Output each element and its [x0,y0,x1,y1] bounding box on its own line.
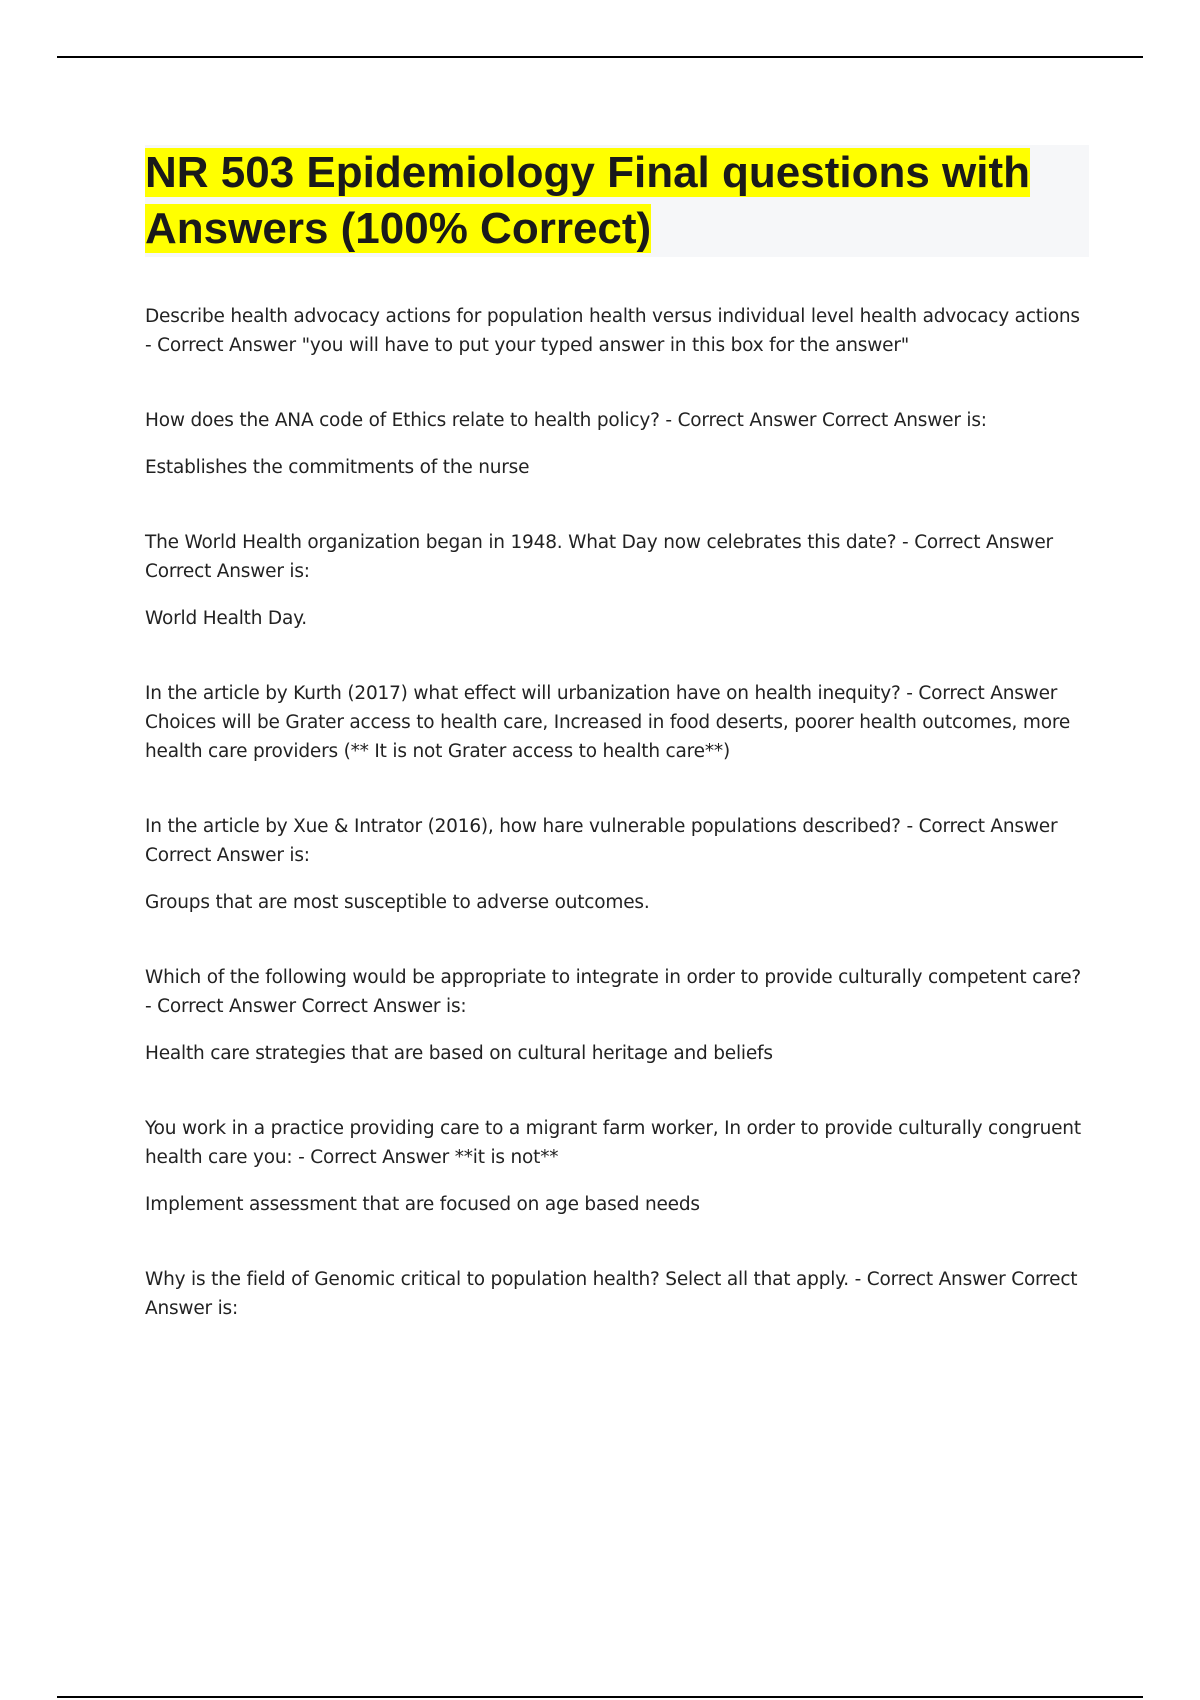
answer-text: Establishes the commitments of the nurse [145,457,530,478]
title-block [145,145,1089,257]
qa-item [145,528,1085,633]
answer-text: Health care strategies that are based on cultural heritage and beliefs [145,1043,773,1064]
question-text: The World Health organization began in 1948. What Day now celebrates this date? - Correct Answer Correct Answer is: [145,532,1053,582]
qa-list [145,302,1085,1369]
title-highlight: NR 503 Epidemiology Final questions with Answers (100% Correct) [145,148,1031,253]
qa-item [145,1265,1085,1323]
question-text: Describe health advocacy actions for population health versus individual level health advocacy actions - Correct Answer "you will have to put your typed answer in this box for the answer" [145,306,1080,356]
top-rule [57,56,1143,58]
qa-item [145,679,1085,766]
question-text: You work in a practice providing care to a migrant farm worker, In order to provide culturally congruent health care you: - Correct Answer **it is not** [145,1118,1081,1168]
question-text: How does the ANA code of Ethics relate to health policy? - Correct Answer Correct Answer is: [145,410,987,431]
document-title [145,145,1089,257]
question-text: In the article by Kurth (2017) what effect will urbanization have on health inequity? - Correct Answer Choices will be Grater access to health care, Increased in food deserts, poorer health outcomes, more health care providers (** It is not Grater access to health care**) [145,683,1071,762]
qa-item [145,302,1085,360]
qa-item [145,812,1085,917]
qa-item [145,1114,1085,1219]
answer-text: Groups that are most susceptible to adverse outcomes. [145,892,650,913]
answer-text: Implement assessment that are focused on age based needs [145,1194,700,1215]
question-text: In the article by Xue & Intrator (2016), how hare vulnerable populations described? - Correct Answer Correct Answer is: [145,816,1058,866]
answer-text: World Health Day. [145,608,307,629]
bottom-rule [57,1696,1143,1698]
qa-item [145,963,1085,1068]
question-text: Why is the field of Genomic critical to population health? Select all that apply. - Correct Answer Correct Answer is: [145,1269,1078,1319]
question-text: Which of the following would be appropriate to integrate in order to provide culturally competent care? - Correct Answer Correct Answer is: [145,967,1081,1017]
qa-item [145,406,1085,482]
